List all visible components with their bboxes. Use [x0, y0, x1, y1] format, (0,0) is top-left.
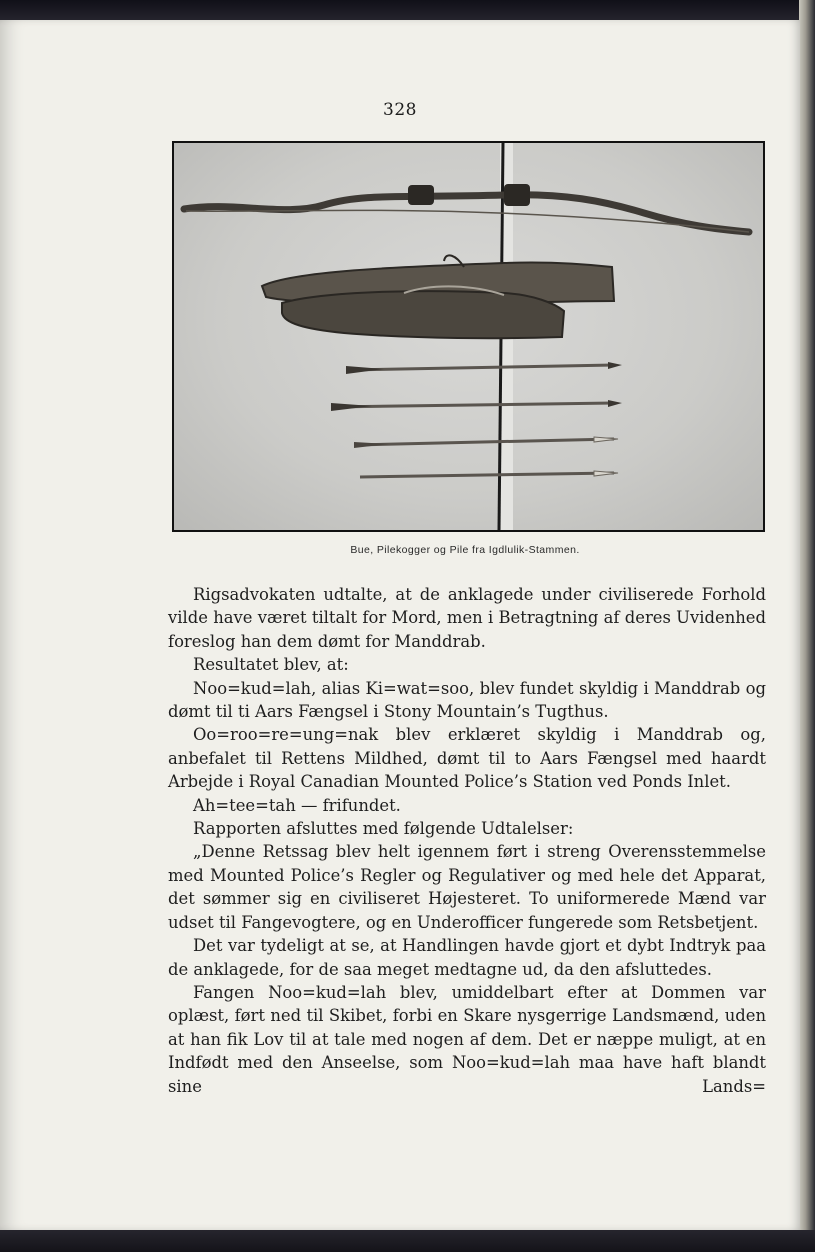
page-number: 328	[383, 100, 417, 120]
quiver	[262, 255, 614, 338]
paragraph: Ah=tee=tah — frifundet.	[193, 795, 401, 815]
paragraph: Oo=roo=re=ung=nak blev erklæret skyldig i Manddrab og, anbefalet til Rettens Mildhed, dømt til to Aars Fængsel med haardt Arbejde i Royal Canadian Mounted Police’s Station ved Ponds Inlet.	[168, 725, 766, 792]
paragraph: Resultatet blev, at:	[193, 655, 349, 675]
book-page	[0, 20, 800, 1230]
arrow-1	[346, 362, 622, 374]
bow	[184, 184, 749, 232]
body-text	[168, 583, 766, 1098]
paragraph: Rapporten afsluttes med følgende Udtalelser:	[193, 819, 574, 839]
arrow-3	[354, 437, 618, 448]
figure-caption: Bue, Pilekogger og Pile fra Igdlulik-Stammen.	[350, 544, 580, 556]
figure-photo-bow-quiver-arrows	[172, 141, 765, 532]
arrow-4	[360, 471, 618, 477]
paragraph: Noo=kud=lah, alias Ki=wat=soo, blev fundet skyldig i Manddrab og dømt til ti Aars Fængsel i Stony Mountain’s Tugthus.	[168, 678, 766, 722]
book-fore-edge	[799, 0, 815, 1252]
scan-top-edge	[0, 0, 815, 20]
paragraph: Det var tydeligt at se, at Handlingen havde gjort et dybt Indtryk paa de anklagede, for de saa meget medtagne ud, da den afsluttedes.	[168, 936, 766, 979]
paragraph: Rigsadvokaten udtalte, at de anklagede under civiliserede Forhold vilde have været tiltalt for Mord, men i Betragtning af deres Uvidenhed foreslog han dem dømt for Manddrab.	[168, 585, 766, 651]
bow-quiver-arrows-illustration	[174, 143, 763, 530]
arrow-2	[331, 400, 622, 411]
paragraph: Fangen Noo=kud=lah blev, umiddelbart efter at Dommen var oplæst, ført ned til Skibet, forbi en Skare nysgerrige Landsmænd, uden at han fik Lov til at tale med nogen af dem. Det er næppe muligt, at en Indfødt med den Anseelse, som Noo=kud=lah maa have haft blandt sine Lands=	[168, 982, 766, 1096]
scan-bottom-edge	[0, 1230, 815, 1252]
paragraph: „Denne Retssag blev helt igennem ført i streng Overensstemmelse med Mounted Police’s Regler og Regulativer og med hele det Apparat, det sømmer sig en civiliseret Højesteret. To uniformerede Mænd var udset til Fangevogtere, og en Underofficer fungerede som Retsbetjent.	[168, 842, 766, 932]
